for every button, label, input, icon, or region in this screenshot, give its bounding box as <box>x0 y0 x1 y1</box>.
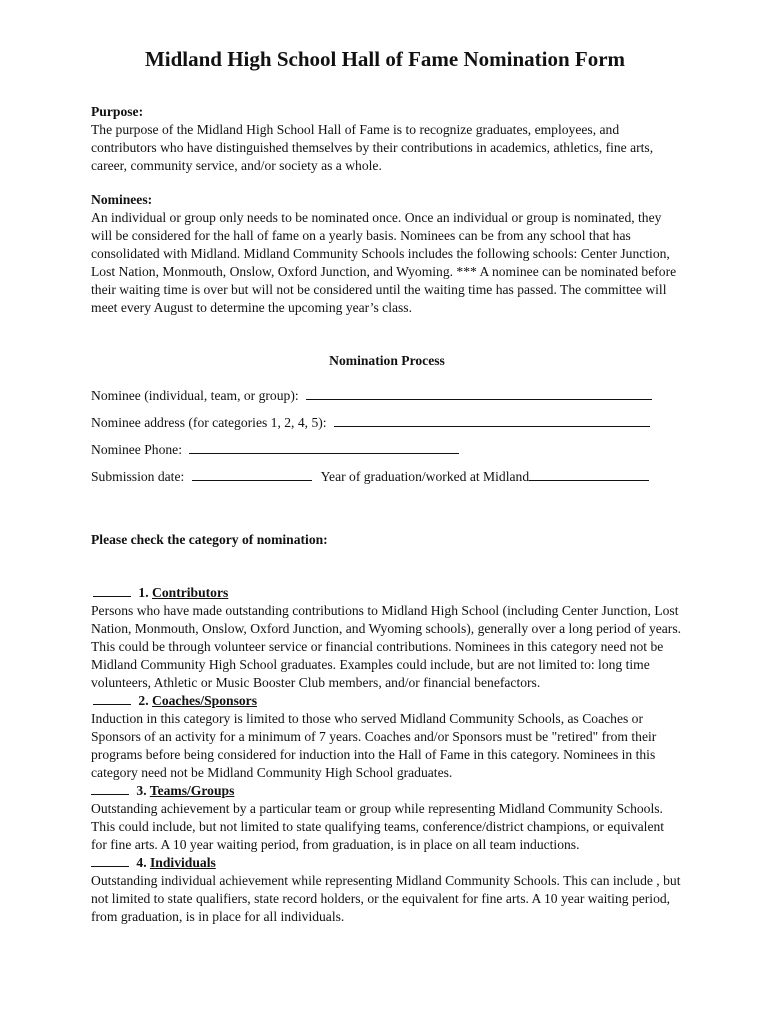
categories-section <box>91 584 683 926</box>
category-number: 1. <box>138 585 149 600</box>
category-checkbox-blank[interactable] <box>93 584 131 597</box>
category-item <box>91 782 683 854</box>
category-description: Outstanding achievement by a particular team or group while representing Midland Community Schools. This could include, but not limited to state qualifying teams, conference/district champions, or equivalent for fine arts. A 10 year waiting period, from graduation, is in place on all team inductions. <box>91 801 665 852</box>
address-field-blank[interactable] <box>334 413 650 427</box>
nominees-text: An individual or group only needs to be nominated once. Once an individual or group is nominated, they will be considered for the hall of fame on a yearly basis. Nominees can be from any school that has consolidated with Midland. Midland Community Schools includes the following schools: Center Junction, Lost Nation, Monmouth, Onslow, Oxford Junction, and Wyoming. *** A nominee can be nominated before their waiting time is over but will not be considered until the waiting time has passed. The committee will meet every August to determine the upcoming year’s class. <box>91 210 677 315</box>
phone-field-label: Nominee Phone: <box>91 442 182 457</box>
phone-field-row <box>91 440 459 459</box>
graduation-year-label: Year of graduation/worked at Midland <box>320 469 530 484</box>
category-checkbox-blank[interactable] <box>91 782 129 795</box>
submission-row <box>91 467 649 486</box>
graduation-year-blank[interactable] <box>529 467 649 481</box>
nominees-section <box>91 191 683 317</box>
category-checkbox-blank[interactable] <box>93 692 131 705</box>
address-field-row <box>91 413 650 432</box>
category-item <box>91 584 683 692</box>
category-checkbox-blank[interactable] <box>91 854 129 867</box>
category-description: Persons who have made outstanding contributions to Midland High School (including Center Junction, Lost Nation, Monmouth, Onslow, Oxford Junction, and Wyoming schools), generally over a long period of years. This could be through volunteer service or financial contributions. Nominees in this category need not be Midland Community High School graduates. Examples could include, but are not limited to: long time volunteers, Athletic or Music Booster Club members, and/or financial benefactors. <box>91 603 682 690</box>
category-description: Induction in this category is limited to those who served Midland Community Schools, as Coaches or Sponsors of an activity for a minimum of 7 years. Coaches and/or Sponsors must be "retired" from their programs before being considered for induction into the Hall of Fame in this category. Nominees in this category need not be Midland Community High School graduates. <box>91 711 657 780</box>
submission-date-label: Submission date: <box>91 469 185 484</box>
category-name: Contributors <box>152 585 229 600</box>
form-title: Midland High School Hall of Fame Nomination Form <box>144 47 626 71</box>
category-number: 2. <box>138 693 149 708</box>
nominee-field-label: Nominee (individual, team, or group): <box>91 388 299 403</box>
category-description: Outstanding individual achievement while representing Midland Community Schools. This can include , but not limited to state qualifiers, state record holders, or the equivalent for fine arts. A 10 year waiting period, from graduation, is in place for all individuals. <box>91 873 681 924</box>
nomination-process-heading: Nomination Process <box>329 353 445 368</box>
category-item <box>91 854 683 926</box>
address-field-label: Nominee address (for categories 1, 2, 4, 5): <box>91 415 327 430</box>
purpose-heading: Purpose: <box>91 104 144 119</box>
nominee-field-blank[interactable] <box>306 386 652 400</box>
submission-date-blank[interactable] <box>192 467 312 481</box>
nominee-field-row <box>91 386 652 405</box>
phone-field-blank[interactable] <box>189 440 459 454</box>
category-number: 4. <box>136 855 147 870</box>
category-name: Individuals <box>150 855 216 870</box>
category-number: 3. <box>136 783 147 798</box>
category-name: Coaches/Sponsors <box>152 693 258 708</box>
category-item <box>91 692 683 782</box>
category-prompt: Please check the category of nomination: <box>91 532 328 547</box>
nominees-heading: Nominees: <box>91 192 153 207</box>
category-name: Teams/Groups <box>149 783 235 798</box>
purpose-section <box>91 103 683 175</box>
purpose-text: The purpose of the Midland High School Hall of Fame is to recognize graduates, employees, and contributors who have distinguished themselves by their contributions in academics, athletics, fine arts, career, community service, and/or society as a whole. <box>91 122 654 173</box>
